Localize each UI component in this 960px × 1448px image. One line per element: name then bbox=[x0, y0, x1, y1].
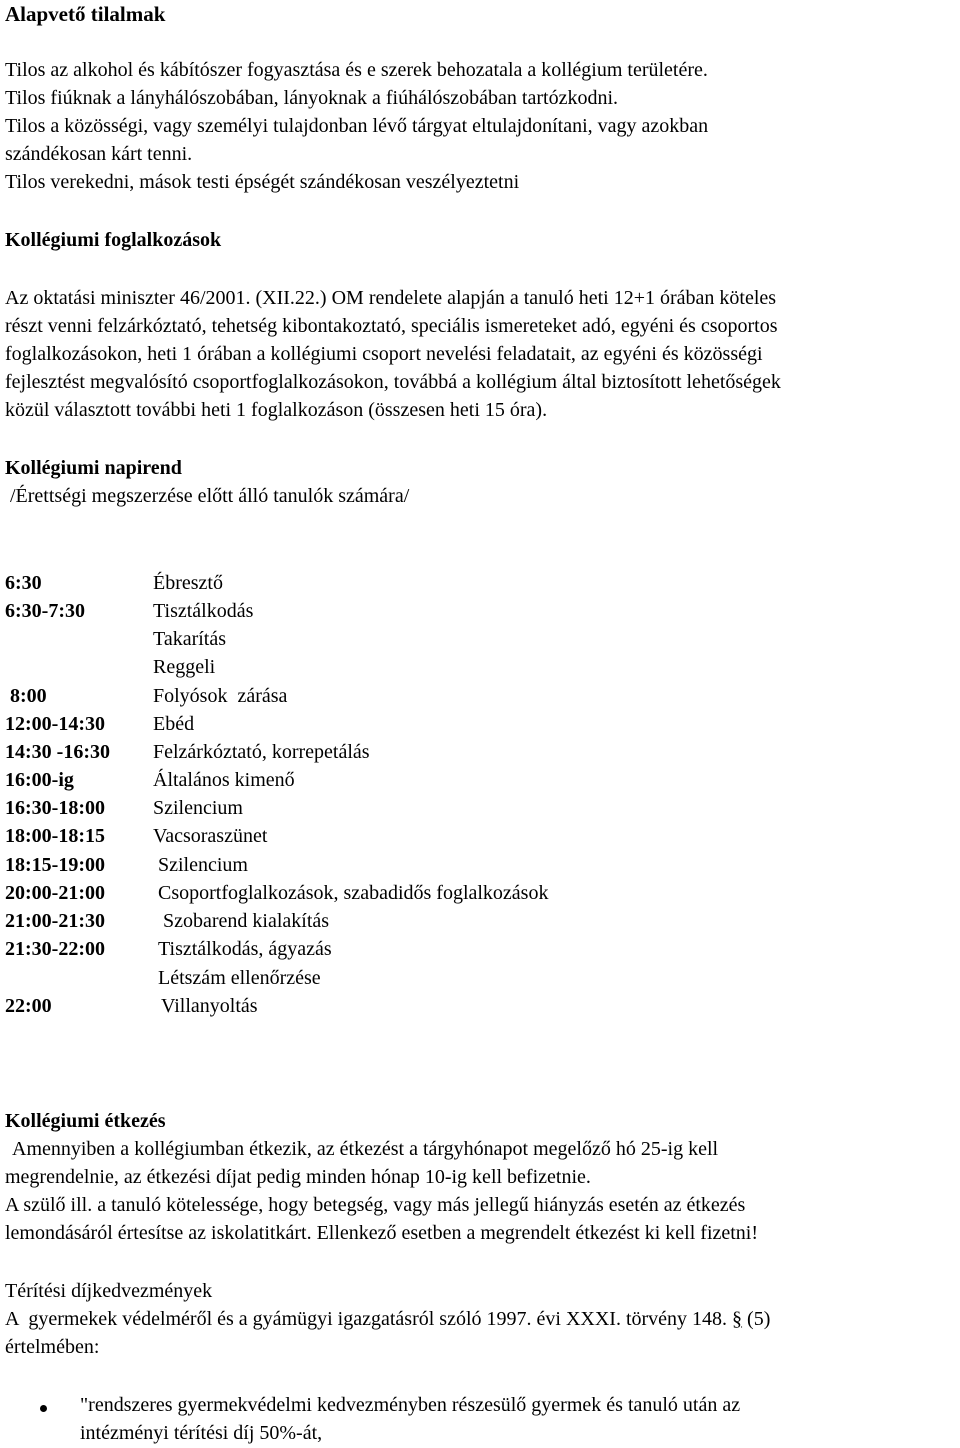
schedule-time: 22:00 bbox=[5, 995, 52, 1017]
activities-line-2: részt venni felzárkóztató, tehetség kibontakoztató, speciális ismereteket adó, egyéni és csoportos bbox=[5, 315, 778, 337]
discounts-line-1 bbox=[5, 1305, 770, 1333]
schedule-time: 6:30-7:30 bbox=[5, 600, 85, 622]
prohibition-line-4: szándékosan kárt tenni. bbox=[5, 143, 193, 165]
prohibition-line-3: Tilos a közösségi, vagy személyi tulajdonban lévő tárgyat eltulajdonítani, vagy azokban bbox=[5, 115, 709, 137]
discounts-heading: Térítési díjkedvezmények bbox=[5, 1280, 213, 1302]
schedule-activity: Villanyoltás bbox=[161, 995, 258, 1017]
meals-line-2: megrendelnie, az étkezési díjat pedig minden hónap 10-ig kell befizetnie. bbox=[5, 1166, 591, 1188]
activities-line-1: Az oktatási miniszter 46/2001. (XII.22.) OM rendelete alapján a tanuló heti 12+1 órában köteles bbox=[5, 287, 777, 309]
bullet-icon bbox=[40, 1405, 47, 1412]
activities-line-4: fejlesztést megvalósító csoportfoglalkozásokon, továbbá a kollégium által biztosított lehetőségek bbox=[5, 371, 781, 393]
prohibition-line-5: Tilos verekedni, mások testi épségét szándékosan veszélyeztetni bbox=[5, 171, 520, 193]
discounts-line-1-text: A gyermekek védelméről és a gyámügyi igazgatásról szóló 1997. évi XXXI. törvény 148. bbox=[5, 1308, 733, 1330]
schedule-activity: Felzárkóztató, korrepetálás bbox=[153, 741, 370, 763]
schedule-time: 21:00-21:30 bbox=[5, 910, 105, 932]
bullet-line-1: "rendszeres gyermekvédelmi kedvezményben részesülő gyermek és tanuló után az bbox=[80, 1394, 741, 1416]
schedule-activity: Ébresztő bbox=[153, 572, 223, 594]
meals-line-4: lemondásáról értesítse az iskolatitkárt. Ellenkező esetben a megrendelt étkezést ki kell fizetni! bbox=[5, 1222, 759, 1244]
prohibition-line-1: Tilos az alkohol és kábítószer fogyasztása és e szerek behozatala a kollégium területére. bbox=[5, 59, 708, 81]
meals-line-1: Amennyiben a kollégiumban étkezik, az étkezést a tárgyhónapot megelőző hó 25-ig kell bbox=[12, 1138, 719, 1160]
schedule-activity: Folyósok zárása bbox=[153, 685, 288, 707]
schedule-time: 6:30 bbox=[5, 572, 42, 594]
schedule-activity: Szobarend kialakítás bbox=[163, 910, 330, 932]
schedule-time: 21:30-22:00 bbox=[5, 938, 105, 960]
schedule-time: 12:00-14:30 bbox=[5, 713, 105, 735]
prohibitions-heading: Alapvető tilalmak bbox=[5, 2, 166, 26]
schedule-time: 14:30 -16:30 bbox=[5, 741, 110, 763]
schedule-time: 18:00-18:15 bbox=[5, 825, 105, 847]
schedule-subheading: /Érettségi megszerzése előtt álló tanulók számára/ bbox=[10, 485, 410, 507]
activities-line-3: foglalkozásokon, heti 1 órában a kollégiumi csoport nevelési feladatait, az egyéni és közösségi bbox=[5, 343, 763, 365]
schedule-activity: Szilencium bbox=[158, 854, 248, 876]
schedule-activity: Általános kimenő bbox=[153, 769, 295, 791]
discounts-line-2: értelmében: bbox=[5, 1336, 100, 1358]
discounts-line-1-tail: (5) bbox=[742, 1308, 771, 1330]
schedule-time: 20:00-21:00 bbox=[5, 882, 105, 904]
prohibition-line-2: Tilos fiúknak a lányhálószobában, lányoknak a fiúhálószobában tartózkodni. bbox=[5, 87, 618, 109]
schedule-activity: Létszám ellenőrzése bbox=[158, 967, 321, 989]
activities-heading: Kollégiumi foglalkozások bbox=[5, 229, 222, 251]
schedule-activity: Tisztálkodás, ágyazás bbox=[158, 938, 332, 960]
schedule-time: 8:00 bbox=[10, 685, 47, 707]
schedule-activity: Takarítás bbox=[153, 628, 227, 650]
schedule-activity: Csoportfoglalkozások, szabadidős foglalkozások bbox=[158, 882, 549, 904]
schedule-time: 16:00-ig bbox=[5, 769, 74, 791]
meals-heading: Kollégiumi étkezés bbox=[5, 1110, 166, 1132]
schedule-activity: Ebéd bbox=[153, 713, 195, 735]
schedule-time: 16:30-18:00 bbox=[5, 797, 105, 819]
schedule-activity: Szilencium bbox=[153, 797, 243, 819]
schedule-activity: Vacsoraszünet bbox=[153, 825, 268, 847]
schedule-activity: Reggeli bbox=[153, 656, 216, 678]
schedule-time: 18:15-19:00 bbox=[5, 854, 105, 876]
bullet-line-2: intézményi térítési díj 50%-át, bbox=[80, 1422, 323, 1444]
schedule-heading: Kollégiumi napirend bbox=[5, 457, 182, 479]
activities-line-5: közül választott további heti 1 foglalkozáson (összesen heti 15 óra). bbox=[5, 399, 548, 421]
schedule-activity: Tisztálkodás bbox=[153, 600, 254, 622]
meals-line-3: A szülő ill. a tanuló kötelessége, hogy betegség, vagy más jellegű hiányzás esetén az étkezés bbox=[5, 1194, 746, 1216]
section-link[interactable]: § bbox=[732, 1308, 743, 1330]
